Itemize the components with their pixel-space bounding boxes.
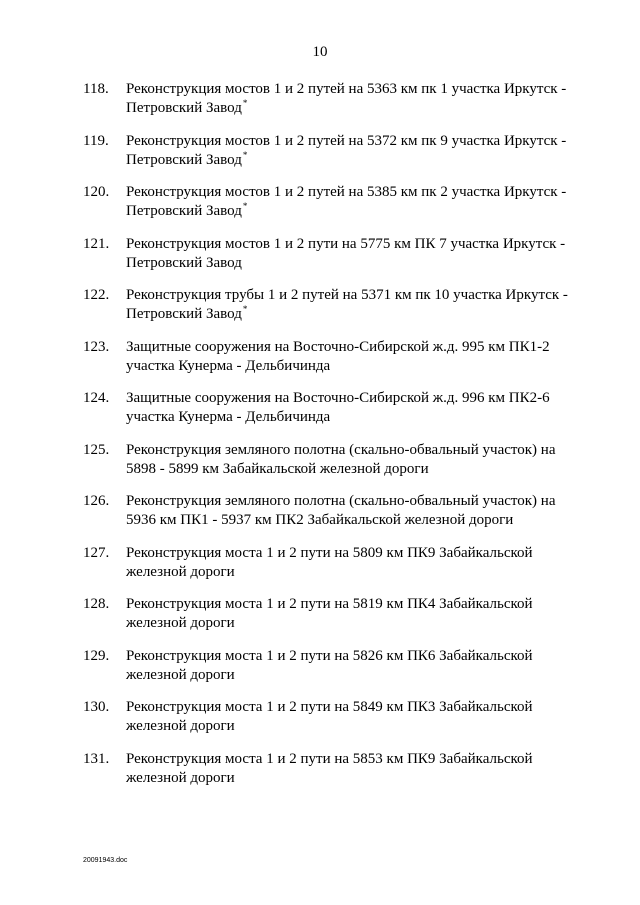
list-item (83, 286, 583, 338)
list-item (83, 389, 583, 441)
item-text-content: Реконструкция моста 1 и 2 пути на 5819 км ПК4 Забайкальской железной дороги (126, 596, 533, 631)
footnote-mark: * (242, 201, 248, 211)
item-number: 131. (83, 750, 110, 767)
item-text-content: Реконструкция моста 1 и 2 пути на 5849 км ПК3 Забайкальской железной дороги (126, 699, 533, 734)
list-item (83, 441, 583, 493)
item-number: 127. (83, 544, 110, 561)
item-number: 122. (83, 287, 110, 303)
item-text (126, 698, 581, 736)
list-item (83, 132, 583, 184)
item-number: 128. (83, 596, 110, 612)
item-text-content: Реконструкция трубы 1 и 2 путей на 5371 км пк 10 участка Иркутск - Петровский Завод (126, 287, 568, 322)
item-text-content: Реконструкция земляного полотна (скально-обвальный участок) на 5898 - 5899 км Забайкальской железной дороги (126, 441, 556, 477)
item-text-content: Реконструкция моста 1 и 2 пути на 5826 км ПК6 Забайкальской железной дороги (126, 647, 533, 683)
item-text (126, 286, 581, 324)
item-number: 121. (83, 235, 110, 252)
list-item (83, 647, 583, 699)
list-item (83, 338, 583, 390)
item-text-content: Реконструкция мостов 1 и 2 путей на 5363 км пк 1 участка Иркутск - Петровский Завод (126, 81, 567, 116)
item-text (126, 441, 581, 479)
item-text (126, 132, 581, 170)
item-number: 125. (83, 441, 110, 458)
item-text (126, 647, 581, 685)
item-text-content: Реконструкция моста 1 и 2 пути на 5853 км ПК9 Забайкальской железной дороги (126, 750, 533, 786)
item-number: 126. (83, 493, 110, 509)
list-item (83, 595, 583, 647)
item-text (126, 750, 581, 788)
item-number: 124. (83, 390, 110, 406)
item-text (126, 338, 581, 376)
item-text-content: Защитные сооружения на Восточно-Сибирской ж.д. 995 км ПК1-2 участка Кунерма - Дельбичинда (126, 338, 550, 374)
list-item (83, 235, 583, 287)
list-item (83, 544, 583, 596)
footer-filename: 20091943.doc (83, 857, 128, 864)
item-text (126, 492, 581, 530)
list-item (83, 750, 583, 802)
item-text (126, 389, 581, 427)
item-list (83, 80, 583, 801)
item-number: 119. (83, 132, 109, 149)
footnote-mark: * (242, 149, 248, 160)
item-number: 118. (83, 81, 109, 97)
item-text-content: Реконструкция моста 1 и 2 пути на 5809 км ПК9 Забайкальской железной дороги (126, 544, 533, 580)
list-item (83, 80, 583, 132)
item-text-content: Реконструкция земляного полотна (скально-обвальный участок) на 5936 км ПК1 - 5937 км ПК2 Забайкальской железной дороги (126, 493, 556, 528)
item-text (126, 183, 581, 221)
footnote-mark: * (242, 304, 248, 314)
list-item (83, 183, 583, 235)
item-text (126, 80, 581, 118)
item-text (126, 595, 581, 633)
list-item (83, 492, 583, 544)
item-text-content: Реконструкция мостов 1 и 2 путей на 5385 км пк 2 участка Иркутск - Петровский Завод (126, 184, 567, 219)
item-text-content: Защитные сооружения на Восточно-Сибирской ж.д. 996 км ПК2-6 участка Кунерма - Дельбичинда (126, 390, 550, 425)
item-text (126, 235, 581, 273)
footnote-mark: * (242, 98, 248, 108)
item-number: 123. (83, 338, 110, 355)
item-text-content: Реконструкция мостов 1 и 2 пути на 5775 км ПК 7 участка Иркутск - Петровский Завод (126, 235, 566, 271)
item-number: 129. (83, 647, 110, 664)
item-number: 130. (83, 699, 110, 715)
item-number: 120. (83, 184, 110, 200)
item-text-content: Реконструкция мостов 1 и 2 путей на 5372 км пк 9 участка Иркутск - Петровский Завод (126, 132, 567, 168)
item-text (126, 544, 581, 582)
list-item (83, 698, 583, 750)
page-number: 10 (312, 44, 328, 60)
